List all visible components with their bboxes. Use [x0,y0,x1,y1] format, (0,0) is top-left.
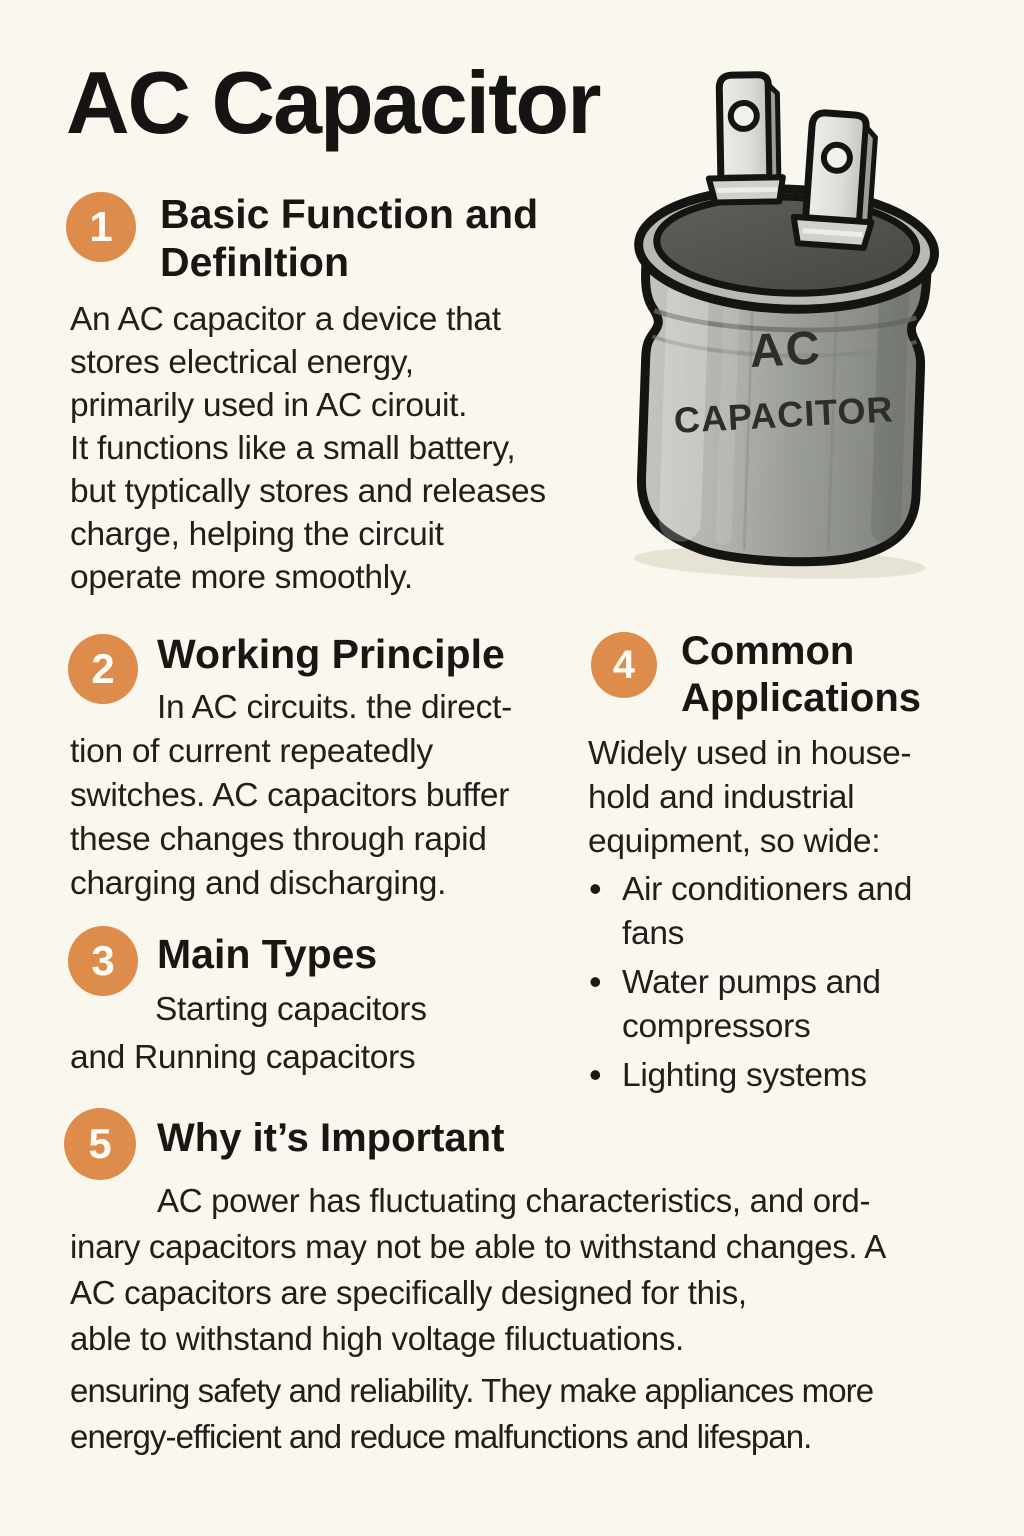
body-line: but typtically stores and releases [70,473,546,510]
body-line: ensuring safety and reliability. They make appliances more [70,1372,874,1409]
body-line: switches. AC capacitors buffer [70,777,510,814]
body-line: An AC capacitor a device that [70,301,501,338]
body-line: stores electrical energy, [70,344,414,381]
section-3-title: Main Types [157,931,378,977]
body-line: equipment, so wide: [588,823,881,860]
section-4-number: 4 [612,642,636,687]
section-4-title-line2: Applications [681,676,922,720]
body-line: operate more smoothly. [70,559,413,596]
body-line: charging and discharging. [70,865,447,902]
section-1-number: 1 [89,203,113,250]
terminal-right [792,111,879,248]
section-5-badge [64,1108,136,1180]
body-line: able to withstand high voltage filuctuations. [70,1320,684,1357]
section-1-badge [66,192,136,262]
section-5-body [70,1178,886,1460]
section-2-title: Working Principle [157,631,505,677]
capacitor-illustration [628,62,940,584]
applications-list [589,868,974,1103]
terminal-left-hole [731,103,757,129]
section-4-badge [591,632,657,698]
body-line: energy-efficient and reduce malfunctions and lifespan. [70,1418,812,1455]
body-line: AC power has fluctuating characteristics, and ord- [157,1182,871,1219]
list-item: • Lighting systems [589,1054,974,1098]
terminal-left [707,74,783,202]
list-item: • Water pumps and compressors [589,961,974,1049]
section-2-body [70,686,512,906]
body-line: inary capacitors may not be able to withstand changes. A [70,1228,887,1265]
section-1-title-line1: Basic Function and [160,191,539,237]
section-5-title: Why it’s Important [157,1116,505,1160]
body-line: Starting capacitors [155,991,427,1028]
body-line: and Running capacitors [70,1039,416,1076]
section-4-intro [588,732,911,864]
section-5-number: 5 [88,1120,112,1167]
section-1-title-line2: DefinItion [160,239,350,285]
section-1-title [160,190,538,286]
body-line: hold and industrial [588,779,855,816]
section-4-title-line1: Common [681,629,855,673]
section-2-number: 2 [91,645,115,692]
section-3-body [70,986,427,1082]
list-item: • Air conditioners and fans [589,868,974,956]
section-4-title [681,628,921,722]
body-line: tion of current repeatedly [70,733,433,770]
body-line: Widely used in house- [588,735,912,772]
body-line: these changes through rapid [70,821,487,858]
capacitor-label-ac: AC [748,320,823,377]
body-line: AC capacitors are specifically designed for this, [70,1274,747,1311]
section-3-number: 3 [91,937,115,984]
capacitor-label-capacitor: CAPACITOR [672,388,895,441]
page-title: AC Capacitor [66,53,600,152]
terminal-right-hole [823,144,851,172]
body-line: charge, helping the circuit [70,516,444,553]
body-line: In AC circuits. the direct- [157,689,512,726]
body-line: primarily used in AC cirouit. [70,387,468,424]
capacitor-group [628,70,940,584]
body-line: It functions like a small battery, [70,430,516,467]
section-1-body [70,298,546,599]
